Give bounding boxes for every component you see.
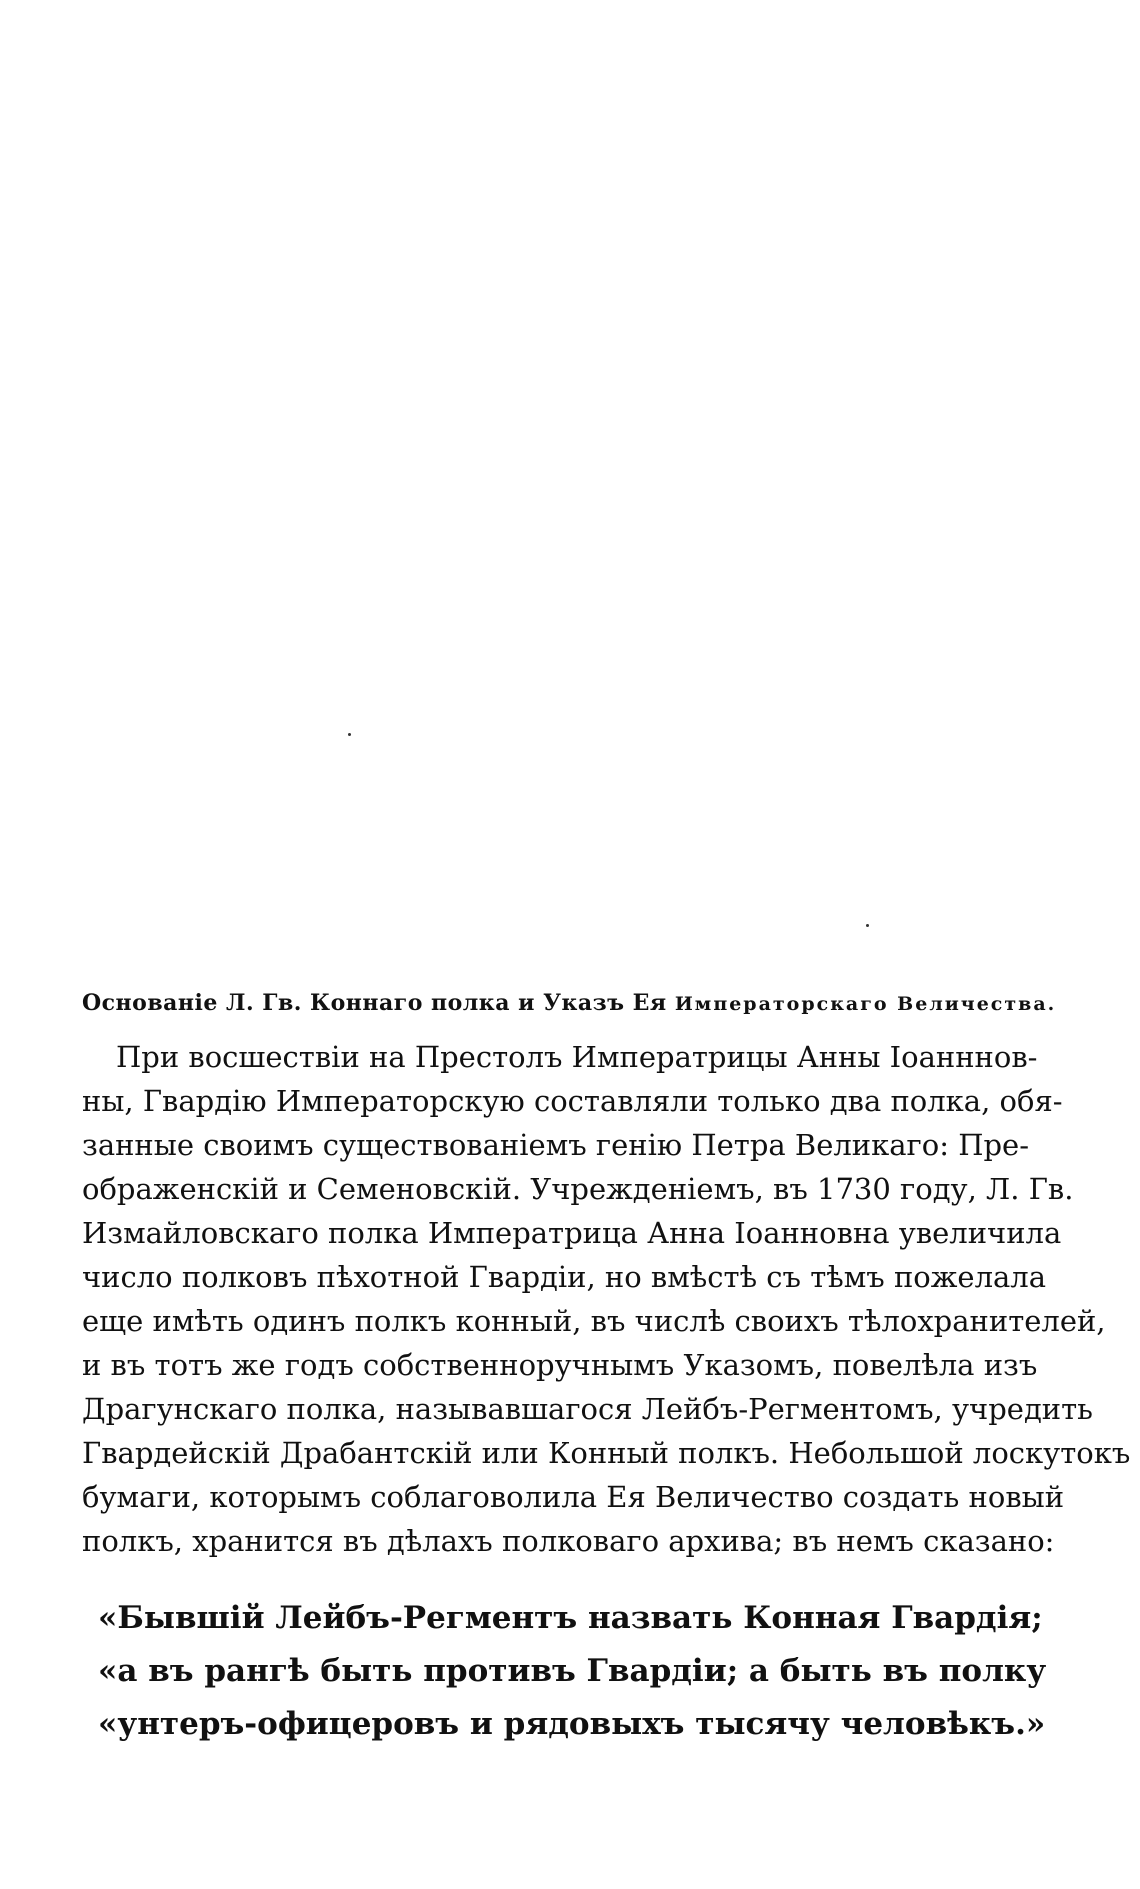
paragraph-line: Гвардейскій Драбантскій или Конный полкъ. Небольшой лоскутокъ [82,1436,1131,1470]
quote-line: «Бывшій Лейбъ-Регментъ назвать Конная Гвардія; [98,1600,1043,1636]
paragraph-line: еще имѣть одинъ полкъ конный, въ числѣ своихъ тѣлохранителей, [82,1304,1106,1338]
main-paragraph [82,1035,1131,1563]
paragraph-line: ображенскій и Семеновскій. Учрежденіемъ, въ 1730 году, Л. Гв. [82,1172,1074,1206]
quote-line: «а въ рангѣ быть противъ Гвардіи; а быть въ полку [98,1653,1047,1689]
ink-speck [348,733,351,736]
paragraph-line: бумаги, которымъ соблаговолила Ея Величество создать новый [82,1480,1065,1514]
paragraph-line: Измайловскаго полка Императрица Анна Іоанновна увеличила [82,1216,1062,1250]
paragraph-line: и въ тотъ же годъ собственноручнымъ Указомъ, повелѣла изъ [82,1348,1038,1382]
paragraph-line: Драгунскаго полка, называвшагося Лейбъ-Регментомъ, учредить [82,1392,1093,1426]
decree-quote [98,1592,1047,1751]
paragraph-line: При восшествіи на Престолъ Императрицы Анны Іоанннов- [116,1040,1038,1074]
section-heading-text: Основаніе Л. Гв. Коннаго полка и Указъ Ея [82,990,667,1016]
paragraph-line: занные своимъ существованіемъ генію Петра Великаго: Пре- [82,1128,1030,1162]
quote-line: «унтеръ-офицеровъ и рядовыхъ тысячу человѣкъ.» [98,1706,1046,1742]
section-heading [82,988,1082,1019]
paragraph-line: полкъ, хранится въ дѣлахъ полковаго архива; въ немъ сказано: [82,1524,1055,1558]
section-heading-smallcaps: Императорскаго Величества. [674,993,1057,1015]
paragraph-line: число полковъ пѣхотной Гвардіи, но вмѣстѣ съ тѣмъ пожелала [82,1260,1047,1294]
ink-speck [866,924,869,927]
paragraph-line: ны, Гвардію Императорскую составляли только два полка, обя- [82,1084,1063,1118]
